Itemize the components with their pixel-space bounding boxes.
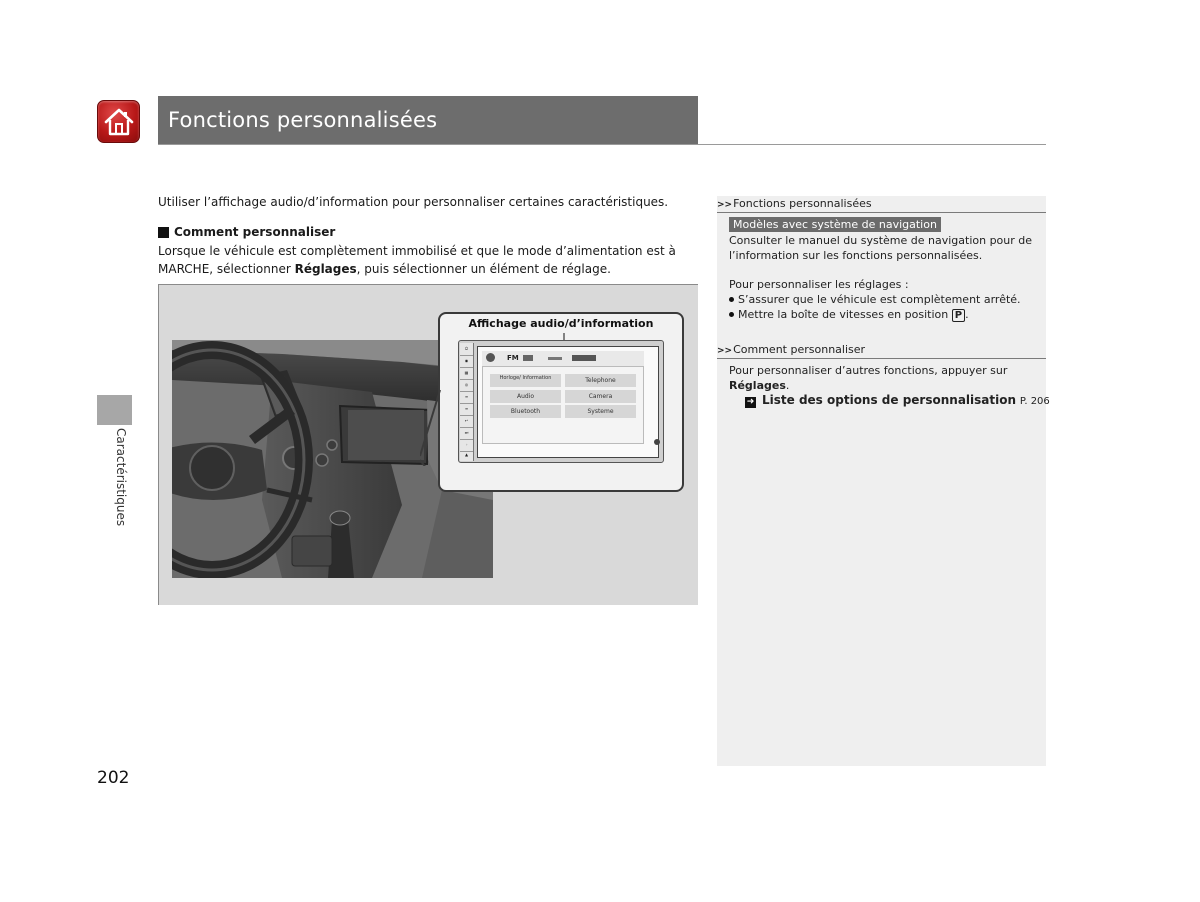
eject-button[interactable]: ▲ xyxy=(464,452,469,457)
section-body-text: MARCHE, sélectionner xyxy=(158,262,295,276)
sidebar-heading-customize-text: Comment personnaliser xyxy=(733,343,866,356)
customization-options-link-text: Liste des options de personnalisation xyxy=(762,393,1017,407)
settings-intro: Pour personnaliser les réglages : xyxy=(729,278,909,291)
double-chevron-icon: >> xyxy=(717,200,733,210)
bullet-icon xyxy=(729,297,734,302)
page-title: Fonctions personnalisées xyxy=(168,108,438,132)
dial-button[interactable]: ◎ xyxy=(460,379,473,392)
signal-strength-icon xyxy=(572,355,596,361)
home-button[interactable] xyxy=(97,100,140,143)
nav-note-line2: l’information sur les fonctions personnalisées. xyxy=(729,249,983,262)
bullet-park-position xyxy=(729,307,969,322)
settings-term: Réglages xyxy=(729,379,786,392)
chapter-label: Caractéristiques xyxy=(114,428,128,527)
callout-label: Affichage audio/d’information xyxy=(468,317,654,330)
other-functions-line2-end: . xyxy=(785,379,790,392)
rds-icon xyxy=(523,355,533,361)
home-screen-button[interactable]: ▦ xyxy=(460,367,473,380)
menu-system[interactable]: Systeme xyxy=(565,405,636,418)
bullet-park-text-end: . xyxy=(965,308,969,321)
intro-text: Utiliser l’affichage audio/d’information pour personnaliser certaines caractéristiques. xyxy=(158,195,669,209)
title-divider xyxy=(158,144,1046,145)
skip-button[interactable]: ⏭ xyxy=(460,427,473,440)
menu-button[interactable]: ≡ xyxy=(460,391,473,404)
display-button-column xyxy=(460,343,474,461)
bullet-icon xyxy=(729,312,734,317)
reference-arrow-icon: ➜ xyxy=(746,397,755,407)
menu-audio[interactable]: Audio xyxy=(490,390,561,403)
section-body-line1: Lorsque le véhicule est complètement immobilisé et que le mode d’alimentation est à xyxy=(158,244,676,258)
back-button[interactable]: ↩ xyxy=(460,415,473,428)
radio-band-label: FM xyxy=(507,354,519,362)
nav-note-line1: Consulter le manuel du système de navigation pour de xyxy=(729,234,1033,247)
menu-clock-info-label: Horloge/ Information xyxy=(499,375,552,381)
other-functions-line2 xyxy=(729,378,789,393)
page-number: 202 xyxy=(97,768,130,788)
station-indicator-icon xyxy=(548,357,562,360)
reference-page: P. 206 xyxy=(1019,396,1050,407)
menu-button-2[interactable]: ≡ xyxy=(460,403,473,416)
park-key-icon: P xyxy=(952,309,965,322)
customization-options-link[interactable] xyxy=(745,393,1050,409)
power-button[interactable]: ⏻ xyxy=(460,343,473,356)
bullet-park-text: Mettre la boîte de vitesses en position xyxy=(738,308,952,321)
section-body-line2 xyxy=(158,261,611,279)
sidebar-heading-customize xyxy=(717,342,1046,359)
section-heading-text: Comment personnaliser xyxy=(174,225,336,239)
section-body-text-end: , puis sélectionner un élément de réglage. xyxy=(356,262,611,276)
square-bullet-icon xyxy=(158,227,169,238)
section-heading xyxy=(158,225,335,239)
other-functions-line1: Pour personnaliser d’autres fonctions, appuyer sur xyxy=(729,364,1008,377)
settings-term: Réglages xyxy=(294,262,357,276)
source-icon xyxy=(486,353,495,362)
menu-clock-info[interactable] xyxy=(490,374,561,387)
navigation-models-badge: Modèles avec système de navigation xyxy=(729,217,941,232)
chapter-tab[interactable] xyxy=(97,395,132,425)
menu-bluetooth[interactable]: Bluetooth xyxy=(490,405,561,418)
home-icon xyxy=(103,107,135,137)
bullet-vehicle-stopped xyxy=(729,292,1021,307)
sidebar-heading-functions-text: Fonctions personnalisées xyxy=(733,197,872,210)
display-sensor-icon xyxy=(654,439,660,445)
sidebar-heading-functions xyxy=(717,196,1046,213)
double-chevron-icon: >> xyxy=(717,346,733,356)
volume-button[interactable]: ◉ xyxy=(460,355,473,368)
illustration-left-border xyxy=(158,285,159,605)
menu-camera[interactable]: Camera xyxy=(565,390,636,403)
illustration-top-border xyxy=(158,284,698,285)
menu-telephone[interactable]: Telephone xyxy=(565,374,636,387)
bullet-vehicle-stopped-text: S’assurer que le véhicule est complètement arrêté. xyxy=(738,293,1021,306)
seek-button[interactable]: ◦ xyxy=(460,439,473,452)
